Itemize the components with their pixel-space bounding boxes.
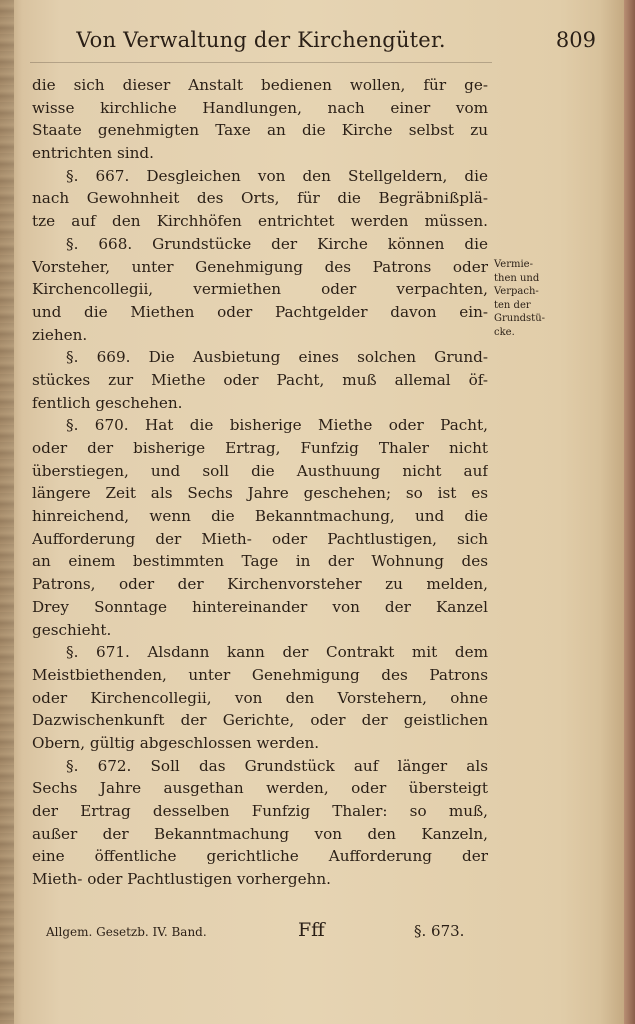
text-line: längere Zeit als Sechs Jahre geschehen; so ist es xyxy=(32,484,488,503)
running-title: Von Verwaltung der Kirchengüter. xyxy=(30,28,492,63)
text-line: Dazwischenkunft der Gerichte, oder der geistlichen xyxy=(32,711,488,730)
text-line: oder der bisherige Ertrag, Funfzig Thaler nicht xyxy=(32,439,488,457)
signature-mark: Fff xyxy=(298,919,325,941)
margin-note-line: then und xyxy=(494,272,540,284)
text-line: Meistbiethenden, unter Genehmigung des Patrons xyxy=(32,665,488,684)
margin-note xyxy=(494,258,566,340)
text-line: geschieht. xyxy=(32,620,112,639)
page-number: 809 xyxy=(555,28,596,52)
paragraph-671-start: §. 671. Alsdann kann der Contrakt mit dem xyxy=(66,643,488,662)
text-line: hinreichend, wenn die Bekanntmachung, und die xyxy=(32,507,488,526)
text-line: und die Miethen oder Pachtgelder davon ein- xyxy=(32,302,488,321)
paragraph-670-start: §. 670. Hat die bisherige Miethe oder Pacht, xyxy=(66,416,488,435)
margin-note-line: cke. xyxy=(494,326,515,338)
margin-note-line: Grundstü- xyxy=(494,313,546,325)
text-line: Patrons, oder der Kirchenvorsteher zu melden, xyxy=(32,575,488,594)
text-line: wisse kirchliche Handlungen, nach einer vom xyxy=(32,98,488,117)
text-line: der Ertrag desselben Funfzig Thaler: so muß, xyxy=(32,802,488,820)
text-line: fentlich geschehen. xyxy=(32,393,183,412)
text-line: außer der Bekanntmachung von den Kanzeln, xyxy=(32,824,488,843)
text-line: Obern, gültig abgeschlossen werden. xyxy=(32,733,320,752)
text-line: oder Kirchencollegii, von den Vorstehern, ohne xyxy=(32,688,488,707)
text-line: Mieth- oder Pachtlustigen vorhergehn. xyxy=(32,870,331,889)
catchword: §. 673. xyxy=(414,922,465,940)
paragraph-672-start: §. 672. Soll das Grundstück auf länger als xyxy=(66,756,488,775)
text-line: Sechs Jahre ausgethan werden, oder übersteigt xyxy=(32,779,488,798)
text-line: an einem bestimmten Tage in der Wohnung des xyxy=(32,552,488,571)
margin-note-line: Verpach- xyxy=(494,286,539,298)
margin-note-line: ten der xyxy=(494,299,531,311)
page-edge xyxy=(624,0,635,1024)
text-line: entrichten sind. xyxy=(32,144,154,163)
text-line: ziehen. xyxy=(32,325,88,344)
paragraph-667-start: §. 667. Desgleichen von den Stellgeldern, die xyxy=(66,166,488,185)
text-line: überstiegen, und soll die Austhuung nicht auf xyxy=(32,461,488,480)
text-block xyxy=(32,74,488,891)
binding-gutter xyxy=(0,0,14,1024)
margin-note-line: Vermie- xyxy=(494,259,533,270)
paragraph-669-start: §. 669. Die Ausbietung eines solchen Grund- xyxy=(66,348,488,367)
text-line: Kirchencollegii, vermiethen oder verpachten, xyxy=(32,280,488,299)
text-line: Aufforderung der Mieth- oder Pachtlustigen, sich xyxy=(32,529,488,548)
text-line: Drey Sonntage hintereinander von der Kanzel xyxy=(32,597,488,616)
text-line: nach Gewohnheit des Orts, für die Begräbnißplä- xyxy=(32,189,488,208)
paragraph-668-start: §. 668. Grundstücke der Kirche können die xyxy=(66,234,488,253)
text-line: Vorsteher, unter Genehmigung des Patrons oder xyxy=(32,257,488,276)
text-line: stückes zur Miethe oder Pacht, muß allemal öf- xyxy=(32,370,488,389)
text-line: eine öffentliche gerichtliche Aufforderung der xyxy=(32,847,488,866)
text-line: Staate genehmigten Taxe an die Kirche selbst zu xyxy=(32,121,488,140)
signature-title: Allgem. Gesetzb. IV. Band. xyxy=(46,925,207,939)
text-line: tze auf den Kirchhöfen entrichtet werden müssen. xyxy=(32,212,488,231)
text-line: die sich dieser Anstalt bedienen wollen, für ge- xyxy=(32,76,488,94)
